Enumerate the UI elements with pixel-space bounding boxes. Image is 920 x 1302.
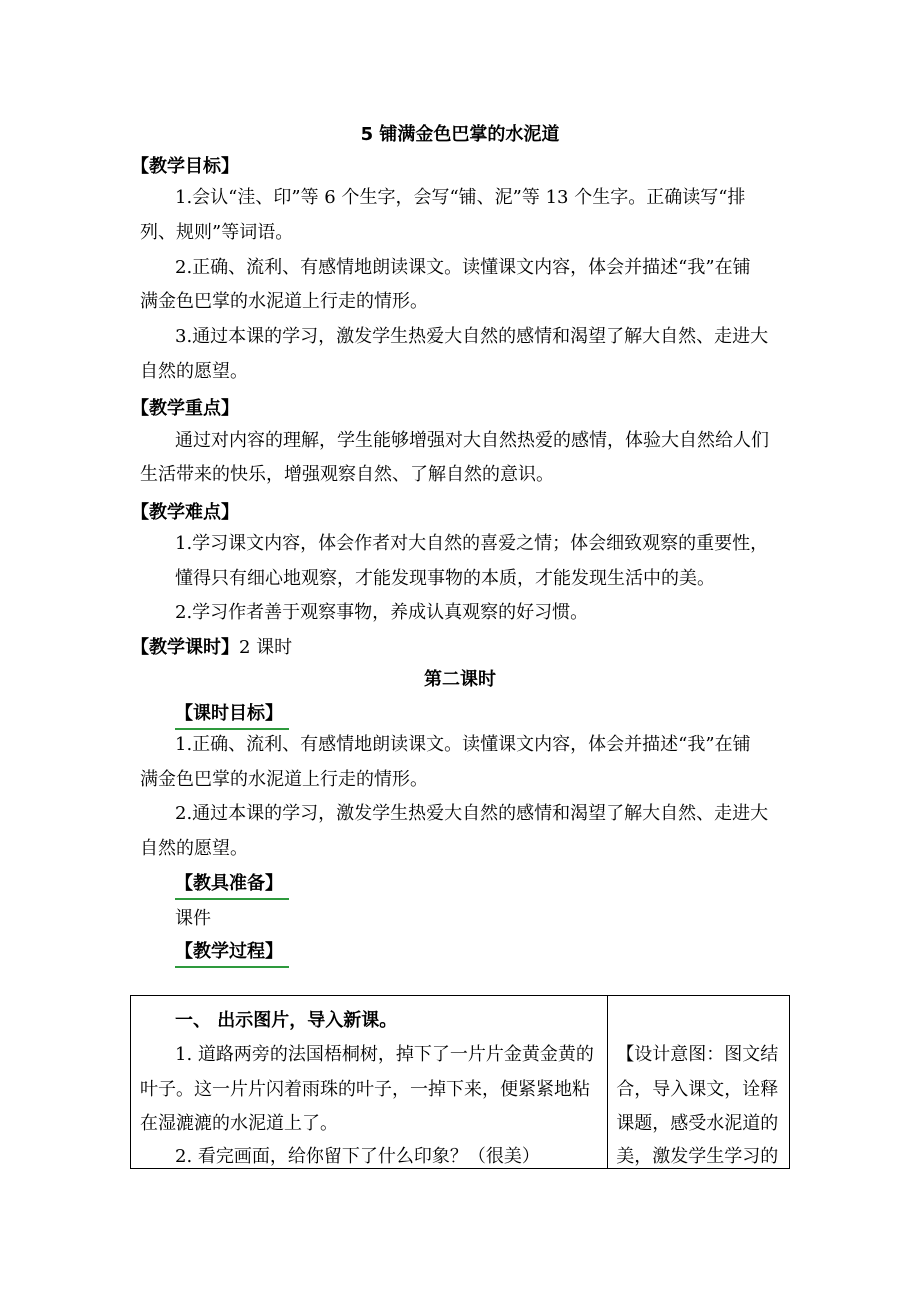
hours-heading: 【教学课时】 xyxy=(131,637,239,658)
difficulties-line-1: 1.学习课文内容，体会作者对大自然的喜爱之情；体会细致观察的重要性， xyxy=(175,533,769,554)
tools-heading xyxy=(175,869,283,897)
process-heading xyxy=(175,937,283,965)
process-table xyxy=(130,995,790,1169)
heading-underline xyxy=(175,898,289,900)
difficulties-line-3: 2.学习作者善于观察事物，养成认真观察的好习惯。 xyxy=(175,602,589,623)
goals-line-5: 3.通过本课的学习，激发学生热爱大自然的感情和渴望了解大自然、走进大 xyxy=(175,326,769,347)
difficulties-heading: 【教学难点】 xyxy=(131,502,239,523)
heading-underline xyxy=(175,728,289,730)
process-left-line-3: 在湿漉漉的水泥道上了。 xyxy=(140,1113,338,1134)
process-heading-text: 【教学过程】 xyxy=(175,941,283,962)
session-goals-line-3: 2.通过本课的学习，激发学生热爱大自然的感情和渴望了解大自然、走进大 xyxy=(175,803,769,824)
process-left-line-4: 2. 看完画面，给你留下了什么印象？（很美） xyxy=(175,1146,540,1167)
table-row xyxy=(131,996,790,1169)
goals-line-6: 自然的愿望。 xyxy=(140,361,248,382)
goals-line-3: 2.正确、流利、有感情地朗读课文。读懂课文内容，体会并描述“我”在铺 xyxy=(175,257,751,278)
goals-heading: 【教学目标】 xyxy=(131,156,239,177)
key-points-line-1: 通过对内容的理解，学生能够增强对大自然热爱的感情，体验大自然给人们 xyxy=(175,430,769,451)
tools-value: 课件 xyxy=(175,908,211,929)
process-left-line-2: 叶子。这一片片闪着雨珠的叶子，一掉下来，便紧紧地粘 xyxy=(140,1079,590,1100)
goals-line-1: 1.会认“洼、印”等 6 个生字，会写“铺、泥”等 13 个生字。正确读写“排 xyxy=(175,187,746,208)
key-points-line-2: 生活带来的快乐，增强观察自然、了解自然的意识。 xyxy=(140,464,554,485)
session-goals-heading xyxy=(175,699,283,727)
heading-underline xyxy=(175,966,289,968)
session-goals-line-1: 1.正确、流利、有感情地朗读课文。读懂课文内容，体会并描述“我”在铺 xyxy=(175,734,751,755)
session-goals-line-2: 满金色巴掌的水泥道上行走的情形。 xyxy=(140,769,428,790)
hours-row xyxy=(131,633,292,659)
design-intent-line-4: 美，激发学生学习的 xyxy=(616,1146,779,1167)
tools-heading-text: 【教具准备】 xyxy=(175,873,283,894)
hours-value: 2 课时 xyxy=(239,637,293,658)
key-points-heading: 【教学重点】 xyxy=(131,398,239,419)
process-left-cell xyxy=(131,996,608,1169)
goals-line-2: 列、规则”等词语。 xyxy=(140,222,294,243)
process-right-cell xyxy=(608,996,790,1169)
difficulties-line-2: 懂得只有细心地观察，才能发现事物的本质，才能发现生活中的美。 xyxy=(175,568,715,589)
session-goals-line-4: 自然的愿望。 xyxy=(140,838,248,859)
session-title: 第二课时 xyxy=(424,669,496,690)
design-intent-line-1: 【设计意图：图文结 xyxy=(616,1044,779,1065)
process-left-line-1: 1. 道路两旁的法国梧桐树，掉下了一片片金黄金黄的 xyxy=(175,1044,594,1065)
design-intent-line-2: 合，导入课文，诠释 xyxy=(616,1079,779,1100)
process-step-heading: 一、 出示图片，导入新课。 xyxy=(175,1010,398,1031)
lesson-title: 5 铺满金色巴掌的水泥道 xyxy=(360,124,560,145)
session-goals-heading-text: 【课时目标】 xyxy=(175,703,283,724)
goals-line-4: 满金色巴掌的水泥道上行走的情形。 xyxy=(140,291,428,312)
design-intent-line-3: 课题，感受水泥道的 xyxy=(616,1113,779,1134)
